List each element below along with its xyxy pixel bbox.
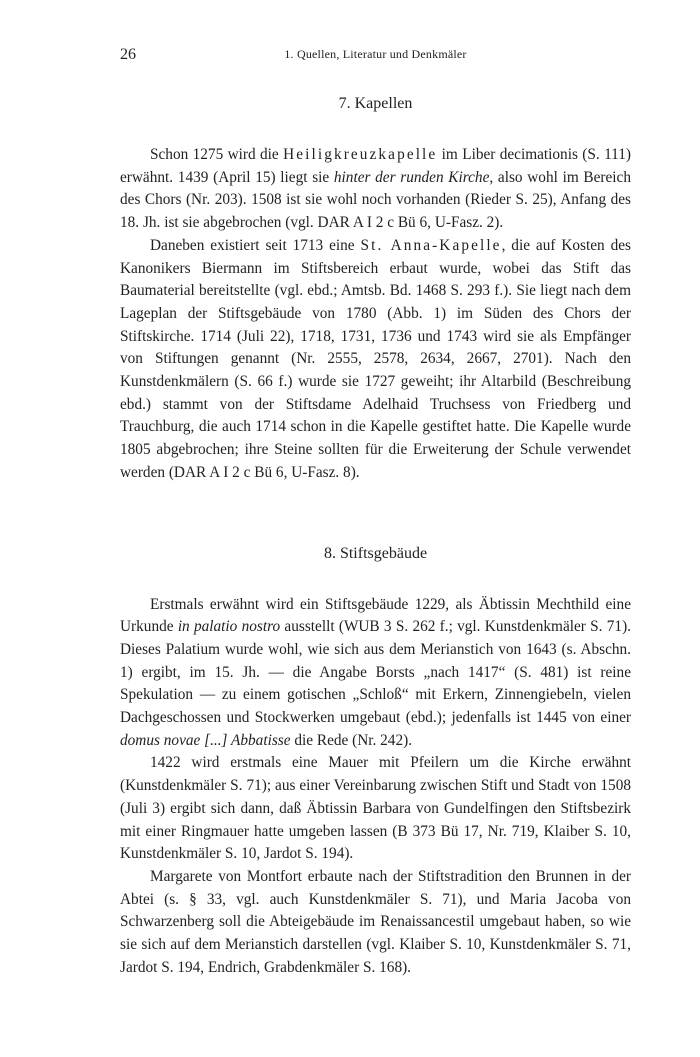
- book-page: [120, 46, 631, 980]
- section-title-stiftsgebaeude: 8. Stiftsgebäude: [323, 544, 428, 562]
- running-head: [120, 46, 631, 68]
- section-title-kapellen: 7. Kapellen: [338, 95, 413, 112]
- paragraph-ringmauer: 1422 wird erstmals eine Mauer mit Pfeilern um die Kirche erwähnt (Kunstdenkmäler S. 71); aus einer Vereinbarung zwischen Stift und Stadt von 1508 (Juli 3) ergibt sich dann, daß Äbtissin Barbara von Gundelfingen den Stiftsbezirk mit einer Ringmauer hatte umgeben lassen (B 373 Bü 17, Nr. 719, Klaiber S. 10, Kunstdenkmäler S. 10, Jardot S. 194).: [120, 754, 631, 863]
- italic-quote: domus novae [...] Abbatisse: [120, 731, 291, 749]
- italic-quote: in palatio nostro: [177, 618, 281, 636]
- paragraph-heiligkreuzkapelle: Schon 1275 wird die Heiligkreuzkapelle im Liber decimationis (S. 111) erwähnt. 1439 (April 15) liegt sie hinter der runden Kirche, also wohl im Bereich des Chors (Nr. 203). 1508 ist sie wohl noch vorhanden (Rieder S. 25), Anfang des 18. Jh. ist sie abgebrochen (vgl. DAR A I 2 c Bü 6, U-Fasz. 2).: [120, 146, 631, 232]
- running-title: 1. Quellen, Literatur und Denkmäler: [284, 47, 467, 61]
- italic-quote: hinter der runden Kirche: [333, 168, 490, 186]
- paragraph-anna-kapelle: Daneben existiert seit 1713 eine St. Anna-Kapelle, die auf Kosten des Kanonikers Biermann im Stiftsbereich erbaut wurde, wobei das Stift das Baumaterial bereitstellte (vgl. ebd.; Amtsb. Bd. 1468 S. 293 f.). Sie liegt nach dem Lageplan der Stiftsgebäude von 1780 (Abb. 1) im Süden des Chors der Stiftskirche. 1714 (Juli 22), 1718, 1731, 1736 und 1743 wird sie als Empfänger von Stiftungen genannt (Nr. 2555, 2578, 2634, 2667, 2701). Nach den Kunstdenkmälern (S. 66 f.) wurde sie 1727 geweiht; ihr Altarbild (Beschreibung ebd.) stammt von der Stiftsdame Adelhaid Truchsess von Friedberg und Trauchburg, die auch 1714 schon in die Kapelle gestiftet hatte. Die Kapelle wurde 1805 abgebrochen; ihre Steine sollten für die Erweiterung der Schule verwendet werden (DAR A I 2 c Bü 6, U-Fasz. 8).: [120, 236, 631, 481]
- page-number: 26: [120, 46, 136, 63]
- spaced-term: Heiligkreuzkapelle: [283, 146, 438, 163]
- paragraph-brunnen: Margarete von Montfort erbaute nach der Stiftstradition den Brunnen in der Abtei (s. § 33, vgl. auch Kunstdenkmäler S. 71), und Maria Jacoba von Schwarzenberg soll die Abteigebäude im Renaissancestil umgebaut haben, so wie sie sich auf dem Merianstich darstellen (vgl. Klaiber S. 10, Kunstdenkmäler S. 71, Jardot S. 194, Endrich, Grabdenkmäler S. 168).: [120, 867, 631, 976]
- section-body-kapellen: [120, 144, 631, 485]
- paragraph-palatium: Erstmals erwähnt wird ein Stiftsgebäude 1229, als Äbtissin Mechthild eine Urkunde in palatio nostro ausstellt (WUB 3 S. 262 f.; vgl. Kunstdenkmäler S. 71). Dieses Palatium wurde wohl, wie sich aus dem Merianstich von 1643 (s. Abschn. 1) ergibt, im 15. Jh. — die Angabe Borsts „nach 1417“ (S. 481) ist reine Spekulation — zu einem gotischen „Schloß“ mit Erkern, Zinnengiebeln, vielen Dachgeschossen und Stockwerken umgebaut (ebd.); jedenfalls ist 1445 von einer domus novae [...] Abbatisse die Rede (Nr. 242).: [120, 595, 631, 749]
- section-body-stiftsgebaeude: [120, 594, 631, 980]
- spaced-term: St. Anna-Kapelle: [360, 236, 502, 254]
